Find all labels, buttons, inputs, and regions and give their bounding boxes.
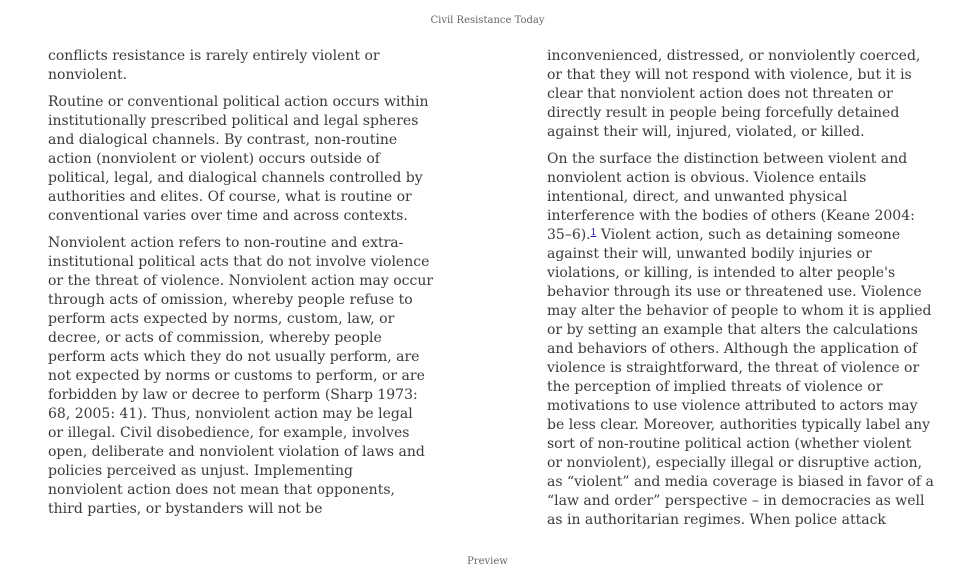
text-line: through acts of omission, whereby people refuse to bbox=[48, 292, 413, 308]
text-line: and dialogical channels. By contrast, non-routine bbox=[48, 132, 398, 148]
text-line: or illegal. Civil disobedience, for example, involves bbox=[48, 425, 410, 441]
text-line: institutionally prescribed political and legal spheres bbox=[48, 113, 419, 129]
text-line: nonviolent. bbox=[48, 67, 128, 83]
text-line: be less clear. Moreover, authorities typically label any bbox=[547, 417, 931, 433]
text-line: as “violent” and media coverage is biased in favor of a bbox=[547, 474, 934, 490]
paragraph bbox=[48, 47, 430, 85]
text-line: motivations to use violence attributed to actors may bbox=[547, 398, 918, 414]
text-line: Routine or conventional political action occurs within bbox=[48, 94, 429, 110]
text-line: or that they will not respond with violence, but it is bbox=[547, 67, 912, 83]
text-line: action (nonviolent or violent) occurs outside of bbox=[48, 151, 380, 167]
text-line: institutional political acts that do not involve violence bbox=[48, 254, 430, 270]
text-line: or nonviolent), especially illegal or disruptive action, bbox=[547, 455, 923, 471]
text-line: conventional varies over time and across contexts. bbox=[48, 208, 408, 224]
text-fragment: Violent action, such as detaining someone bbox=[596, 227, 901, 243]
paragraph bbox=[48, 234, 434, 519]
left-text-column bbox=[48, 47, 434, 527]
paragraph bbox=[547, 150, 932, 530]
text-line: clear that nonviolent action does not threaten or bbox=[547, 86, 893, 102]
citation-text: 35–6). bbox=[547, 227, 591, 243]
page-header-title: Civil Resistance Today bbox=[430, 15, 545, 26]
footnote-link[interactable]: 1 bbox=[590, 228, 597, 238]
text-line: third parties, or bystanders will not be bbox=[48, 501, 323, 517]
text-line: or the threat of violence. Nonviolent action may occur bbox=[48, 273, 434, 289]
text-line: violence is straightforward, the threat of violence or bbox=[547, 360, 920, 376]
text-line: may alter the behavior of people to whom it is applied bbox=[547, 303, 932, 319]
text-line: conflicts resistance is rarely entirely violent or bbox=[48, 48, 380, 64]
text-line: directly result in people being forcefully detained bbox=[547, 105, 900, 121]
text-line: forbidden by law or decree to perform (Sharp 1973: bbox=[48, 387, 418, 403]
text-line: On the surface the distinction between violent and bbox=[547, 151, 908, 167]
text-line: nonviolent action is obvious. Violence entails bbox=[547, 170, 867, 186]
preview-footer-label: Preview bbox=[467, 556, 508, 567]
text-line: policies perceived as unjust. Implementing bbox=[48, 463, 354, 479]
paragraph bbox=[547, 47, 932, 142]
text-line: authorities and elites. Of course, what is routine or bbox=[48, 189, 412, 205]
text-line: inconvenienced, distressed, or nonviolently coerced, bbox=[547, 48, 921, 64]
text-line: interference with the bodies of others (Keane 2004: bbox=[547, 208, 915, 224]
text-line: against their will, unwanted bodily injuries or bbox=[547, 246, 872, 262]
text-line: 68, 2005: 41). Thus, nonviolent action may be legal bbox=[48, 406, 413, 422]
text-line: behavior through its use or threatened use. Violence bbox=[547, 284, 922, 300]
text-line: the perception of implied threats of violence or bbox=[547, 379, 883, 395]
text-line: as in authoritarian regimes. When police attack bbox=[547, 512, 886, 528]
right-text-column bbox=[547, 47, 932, 538]
text-line: open, deliberate and nonviolent violation of laws and bbox=[48, 444, 425, 460]
text-line: Nonviolent action refers to non-routine and extra- bbox=[48, 235, 404, 251]
text-line: “law and order” perspective – in democracies as well bbox=[547, 493, 925, 509]
text-line: decree, or acts of commission, whereby people bbox=[48, 330, 382, 346]
text-line: political, legal, and dialogical channels controlled by bbox=[48, 170, 423, 186]
text-line: or by setting an example that alters the calculations bbox=[547, 322, 918, 338]
text-line: perform acts which they do not usually perform, are bbox=[48, 349, 420, 365]
text-line: perform acts expected by norms, custom, law, or bbox=[48, 311, 395, 327]
text-line: not expected by norms or customs to perform, or are bbox=[48, 368, 425, 384]
text-line: intentional, direct, and unwanted physical bbox=[547, 189, 848, 205]
text-line: against their will, injured, violated, or killed. bbox=[547, 124, 865, 140]
text-line-with-footnote bbox=[547, 226, 932, 245]
text-line: and behaviors of others. Although the application of bbox=[547, 341, 918, 357]
paragraph bbox=[48, 93, 430, 226]
text-line: violations, or killing, is intended to alter people's bbox=[547, 265, 896, 281]
text-line: nonviolent action does not mean that opponents, bbox=[48, 482, 395, 498]
text-line: sort of non-routine political action (whether violent bbox=[547, 436, 912, 452]
